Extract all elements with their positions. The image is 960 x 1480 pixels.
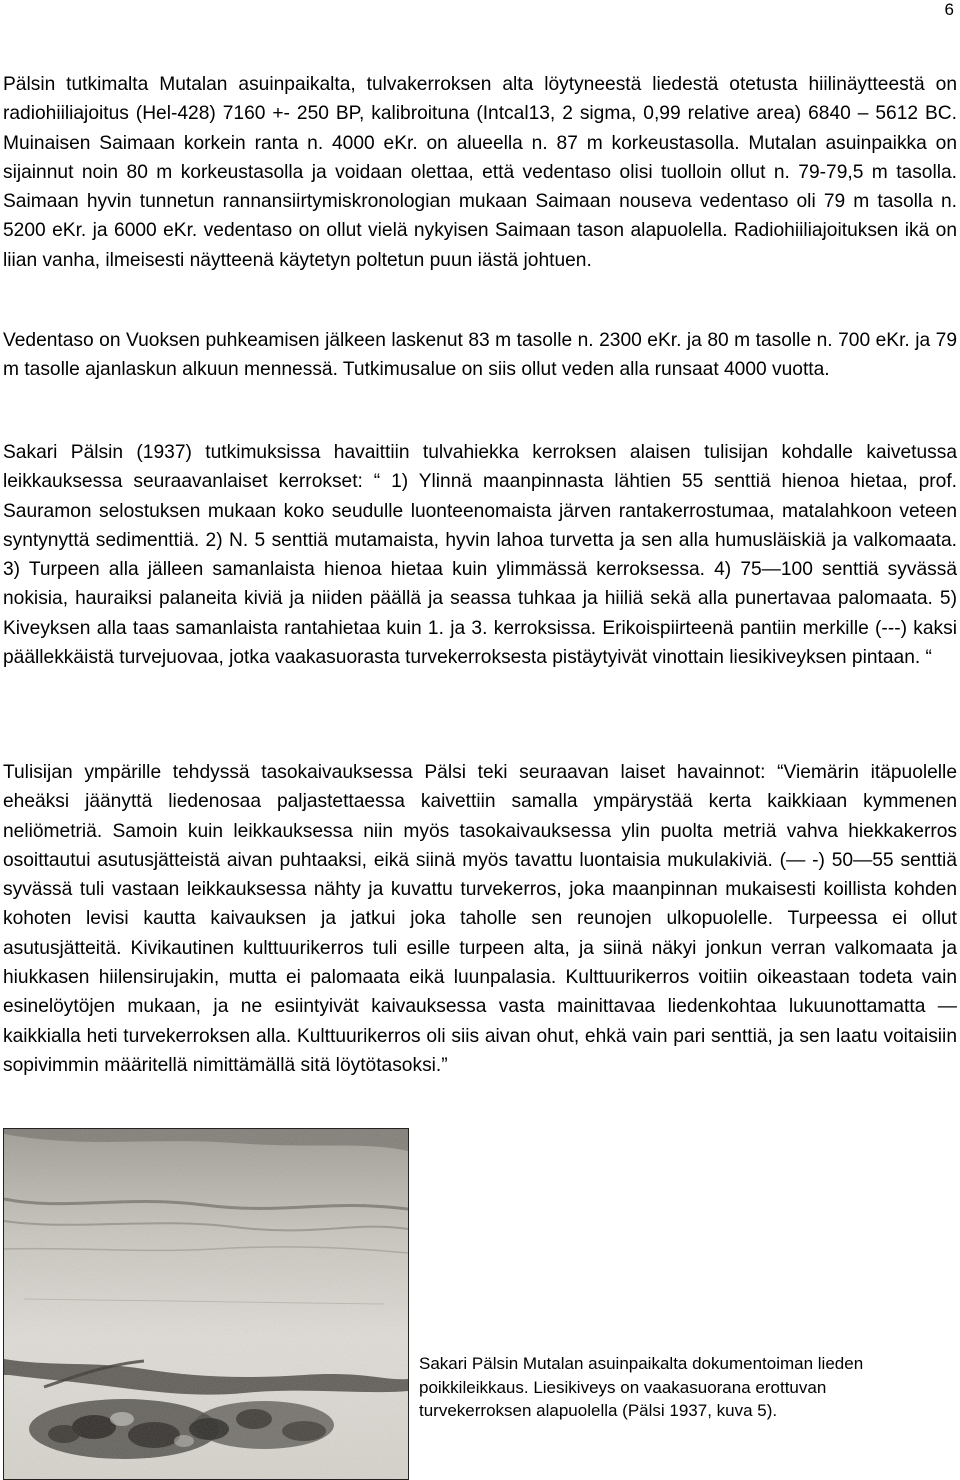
page-number: 6 bbox=[944, 0, 954, 19]
figure-caption: Sakari Pälsin Mutalan asuinpaikalta dokumentoiman lieden poikkileikkaus. Liesikiveys on vaakasuorana erottuvan turvekerroksen alapuolella (Pälsi 1937, kuva 5). bbox=[419, 1354, 864, 1420]
body-paragraph: Tulisijan ympärille tehdyssä tasokaivauksessa Pälsi teki seuraavan laiset havainnot: “Viemärin itäpuolelle eheäksi jäänyttä liedenosaa paljastettaessa kaivettiin samalla ympärystää kerta kaikkiaan kymmenen neliömetriä. Samoin kuin leikkauksessa niin myös tasokaivauksessa ylin puolta metriä vahva hiekkakerros osoittautui asutusjätteistä aivan puhtaaksi, eikä siinä myös tavattu luontaisia mukulakiviä. (— -) 50—55 senttiä syvässä tuli vastaan leikkauksessa nähty ja kuvattu turvekerros, joka maanpinnan mukaisesti koillista kohden kohoten levisi kautta kaivauksen ja jatkui joka taholle sen reunojen ulkopuolelle. Turpeessa ei ollut asutusjätteitä. Kivikautinen kulttuurikerros tuli esille turpeen alta, ja siinä näkyi jonkun verran valkomaata ja hiukkasen hiilensirujakin, mutta ei palomaata eikä luunpalasia. Kulttuurikerros voitiin oikeastaan todeta vain esinelöytöjen mukaan, ja ne esiintyivät kaivauksessa vasta mainittavaa liedenkohtaa lukuunottamatta — kaikkialla heti turvekerroksen alla. Kulttuurikerros oli siis aivan ohut, ehkä vain pari senttiä, ja sen laatu voitaisiin sopivimmin määritellä nimittämällä sitä löytötasoksi.” bbox=[3, 762, 957, 1076]
body-paragraph: Vedentaso on Vuoksen puhkeamisen jälkeen laskenut 83 m tasolle n. 2300 eKr. ja 80 m tasolle n. 700 eKr. ja 79 m tasolle ajanlaskun alkuun mennessä. Tutkimusalue on siis ollut veden alla runsaat 4000 vuotta. bbox=[3, 330, 957, 381]
body-paragraph: Pälsin tutkimalta Mutalan asuinpaikalta, tulvakerroksen alta löytyneestä liedestä otetusta hiilinäytteestä on radiohiiliajoitus (Hel-428) 7160 +- 250 BP, kalibroituna (Intcal13, 2 sigma, 0,99 relative area) 6840 – 5612 BC. Muinaisen Saimaan korkein ranta n. 4000 eKr. on alueella n. 87 m korkeustasolla. Mutalan asuinpaikka on sijainnut noin 80 m korkeustasolla ja voidaan olettaa, että vedentaso olisi tuolloin ollut n. 79-79,5 m tasolla. Saimaan hyvin tunnetun rannansiirtymiskronologian mukaan Saimaan nouseva vedentaso oli 79 m tasolla n. 5200 eKr. ja 6000 eKr. vedentaso on ollut vielä nykyisen Saimaan tason alapuolella. Radiohiiliajoituksen ikä on liian vanha, ilmeisesti näytteenä käytetyn poltetun puun iästä johtuen. bbox=[3, 74, 957, 271]
body-paragraph: Sakari Pälsin (1937) tutkimuksissa havaittiin tulvahiekka kerroksen alaisen tulisijan kohdalle kaivetussa leikkauksessa seuraavanlaiset kerrokset: “ 1) Ylinnä maanpinnasta lähtien 55 senttiä hienoa hietaa, prof. Sauramon selostuksen mukaan koko seudulle luonteenomaista järven rantakerrostumaa, matalahkoon veteen syntynyttä sedimenttiä. 2) N. 5 senttiä mutamaista, hyvin lahoa turvetta ja sen alla humusläiskiä ja valkomaata. 3) Turpeen alla jälleen samanlaista hienoa hietaa kuin ylimmässä kerroksessa. 4) 75—100 senttiä syvässä nokisia, hauraiksi palaneita kiviä ja niiden päällä ja seassa tuhkaa ja hiiliä sekä alla punertavaa palomaata. 5) Kiveyksen alla taas samanlaista rantahietaa kuin 1. ja 3. kerroksissa. Erikoispiirteenä pantiin merkille (---) kaksi päällekkäistä turvejuovaa, jotka vaakasuorasta turvekerroksesta pistäytyivät vinottain liesikiveyksen pintaan. “ bbox=[3, 442, 957, 669]
hearth-cross-section-photo bbox=[3, 1128, 409, 1480]
